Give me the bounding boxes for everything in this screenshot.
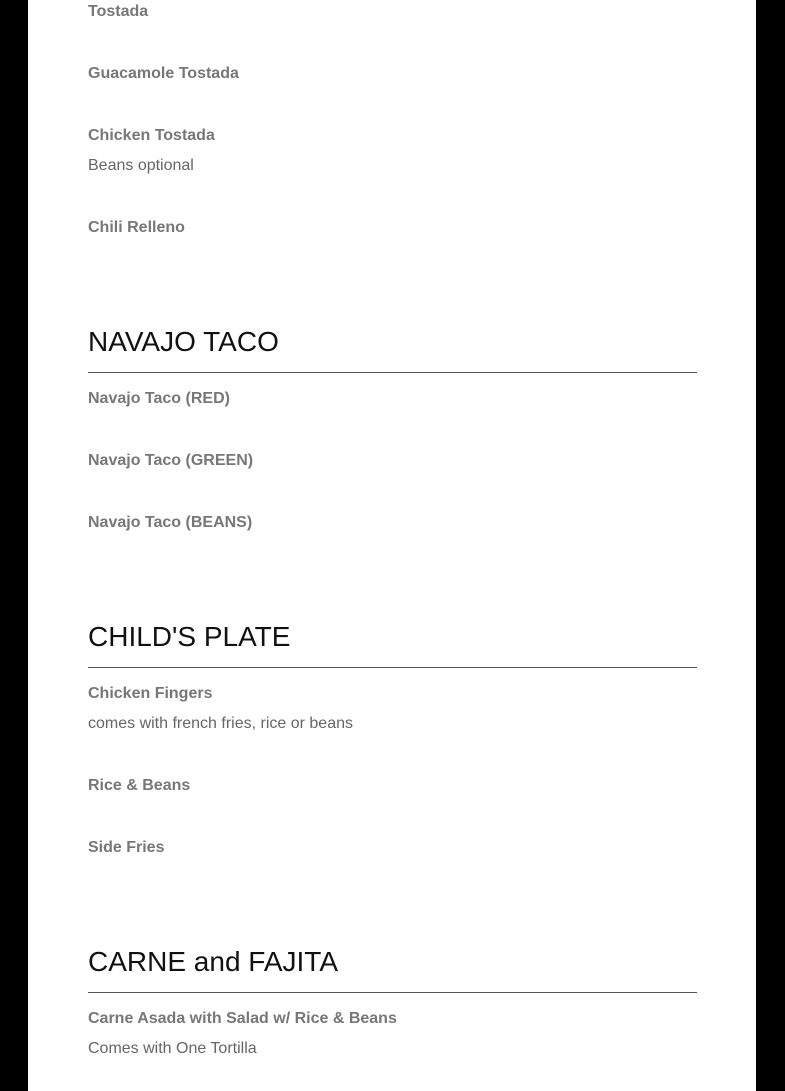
menu-item-name: Chicken Fingers [88, 685, 213, 702]
menu-item-name: Chili Relleno [88, 219, 185, 236]
menu-item-name: Navajo Taco (GREEN) [88, 452, 254, 469]
menu-item-name: Chicken Tostada [88, 127, 215, 144]
menu-item-description: Beans optional [88, 157, 194, 174]
section-divider [88, 667, 697, 668]
section-divider [88, 372, 697, 373]
menu-item-name: Rice & Beans [88, 777, 191, 794]
section-divider [88, 992, 697, 993]
menu-item-name: Side Fries [88, 839, 165, 856]
menu-item-name: Navajo Taco (BEANS) [88, 514, 253, 531]
menu-item-name: Navajo Taco (RED) [88, 390, 230, 407]
menu-page [28, 0, 756, 1091]
menu-item-name: Carne Asada with Salad w/ Rice & Beans [88, 1010, 397, 1027]
section-title-navajo-taco: NAVAJO TACO [88, 326, 279, 357]
menu-item-description: comes with french fries, rice or beans [88, 715, 353, 732]
menu-item-name: Tostada [88, 3, 149, 20]
menu-item-name: Guacamole Tostada [88, 65, 239, 82]
section-title-carne-fajita: CARNE and FAJITA [88, 946, 339, 977]
menu-item-description: Comes with One Tortilla [88, 1040, 257, 1057]
section-title-childs-plate: CHILD'S PLATE [88, 621, 291, 652]
